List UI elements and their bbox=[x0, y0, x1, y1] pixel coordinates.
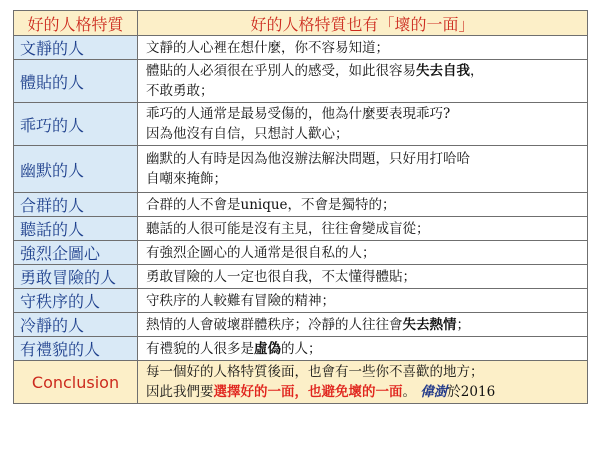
trait-label: 守秩序的人 bbox=[14, 289, 138, 313]
description-text: ； bbox=[456, 316, 470, 333]
table-row bbox=[14, 265, 588, 289]
description-text: 有禮貌的人很多是 bbox=[146, 340, 254, 357]
trait-description bbox=[138, 265, 588, 289]
trait-label: 乖巧的人 bbox=[14, 103, 138, 146]
description-line bbox=[146, 195, 579, 215]
description-text: ， bbox=[470, 63, 484, 79]
description-text: 因為他沒有自信，只想討人歡心； bbox=[146, 126, 349, 142]
table-row bbox=[14, 241, 588, 265]
table-row bbox=[14, 337, 588, 361]
author-signature: 偉澍 bbox=[420, 384, 448, 400]
trait-description bbox=[138, 36, 588, 60]
header-trait: 好的人格特質 bbox=[14, 11, 138, 36]
description-text: 聽話的人很可能是沒有主見，往往會變成盲從； bbox=[146, 220, 430, 237]
description-line bbox=[146, 61, 579, 81]
conclusion-line-1: 每一個好的人格特質後面，也會有一些你不喜歡的地方； bbox=[146, 364, 484, 380]
trait-label: 聽話的人 bbox=[14, 217, 138, 241]
description-text: 自嘲來掩飾； bbox=[146, 171, 227, 187]
table-row bbox=[14, 60, 588, 103]
description-line bbox=[146, 169, 579, 189]
trait-label: 幽默的人 bbox=[14, 146, 138, 193]
conclusion-suffix: 。 bbox=[402, 384, 416, 400]
conclusion-emphasis: 選擇好的一面，也避免壞的一面 bbox=[213, 384, 403, 400]
table-row bbox=[14, 193, 588, 217]
trait-description bbox=[138, 241, 588, 265]
trait-description bbox=[138, 60, 588, 103]
description-text: 有強烈企圖心的人通常是很自私的人； bbox=[146, 244, 376, 261]
trait-label: 強烈企圖心 bbox=[14, 241, 138, 265]
description-line bbox=[146, 339, 579, 359]
trait-description bbox=[138, 146, 588, 193]
header-bad-side: 好的人格特質也有「壞的一面」 bbox=[138, 11, 588, 36]
description-text: 體貼的人必須很在乎別人的感受，如此很容易 bbox=[146, 63, 416, 79]
trait-label: 勇敢冒險的人 bbox=[14, 265, 138, 289]
description-line bbox=[146, 219, 579, 239]
description-text: 文靜的人心裡在想什麼，你不容易知道； bbox=[146, 39, 389, 56]
emphasis-text: 虛偽 bbox=[254, 340, 281, 357]
description-line bbox=[146, 149, 579, 169]
description-line bbox=[146, 291, 579, 311]
signature-year: 於2016 bbox=[447, 384, 496, 400]
personality-table bbox=[13, 10, 588, 404]
description-text: 的人； bbox=[281, 340, 322, 357]
trait-label: 文靜的人 bbox=[14, 36, 138, 60]
trait-description bbox=[138, 193, 588, 217]
description-line bbox=[146, 38, 579, 58]
trait-description bbox=[138, 289, 588, 313]
conclusion-row bbox=[14, 361, 588, 404]
description-line bbox=[146, 81, 579, 101]
table-row bbox=[14, 146, 588, 193]
table-header-row bbox=[14, 11, 588, 36]
conclusion-line-2 bbox=[146, 382, 579, 402]
trait-label: 體貼的人 bbox=[14, 60, 138, 103]
trait-description bbox=[138, 103, 588, 146]
trait-label: 冷靜的人 bbox=[14, 313, 138, 337]
table-row bbox=[14, 103, 588, 146]
personality-table-container bbox=[13, 10, 587, 404]
description-text: 乖巧的人通常是最易受傷的，他為什麼要表現乖巧? bbox=[146, 106, 451, 122]
conclusion-prefix: 因此我們要 bbox=[146, 384, 214, 400]
description-text: 熱情的人會破壞群體秩序；冷靜的人往往會 bbox=[146, 316, 403, 333]
description-text: 合群的人不會是unique，不會是獨特的； bbox=[146, 196, 396, 213]
description-text: 勇敢冒險的人一定也很自我，不太懂得體貼； bbox=[146, 268, 416, 285]
trait-description bbox=[138, 337, 588, 361]
description-text: 守秩序的人較難有冒險的精神； bbox=[146, 292, 335, 309]
table-row bbox=[14, 36, 588, 60]
trait-description bbox=[138, 217, 588, 241]
description-line bbox=[146, 243, 579, 263]
description-line bbox=[146, 267, 579, 287]
description-line bbox=[146, 315, 579, 335]
trait-description bbox=[138, 313, 588, 337]
description-line bbox=[146, 124, 579, 144]
trait-label: 有禮貌的人 bbox=[14, 337, 138, 361]
description-line bbox=[146, 104, 579, 124]
table-body bbox=[14, 36, 588, 361]
conclusion-label: Conclusion bbox=[14, 361, 138, 404]
table-row bbox=[14, 289, 588, 313]
table-row bbox=[14, 217, 588, 241]
emphasis-text: 失去熱情 bbox=[402, 316, 457, 333]
description-text: 不敢勇敢； bbox=[146, 83, 214, 99]
emphasis-text: 失去自我 bbox=[416, 63, 470, 79]
conclusion-text bbox=[138, 361, 588, 404]
table-row bbox=[14, 313, 588, 337]
description-text: 幽默的人有時是因為他沒辦法解決問題，只好用打哈哈 bbox=[146, 151, 470, 167]
trait-label: 合群的人 bbox=[14, 193, 138, 217]
